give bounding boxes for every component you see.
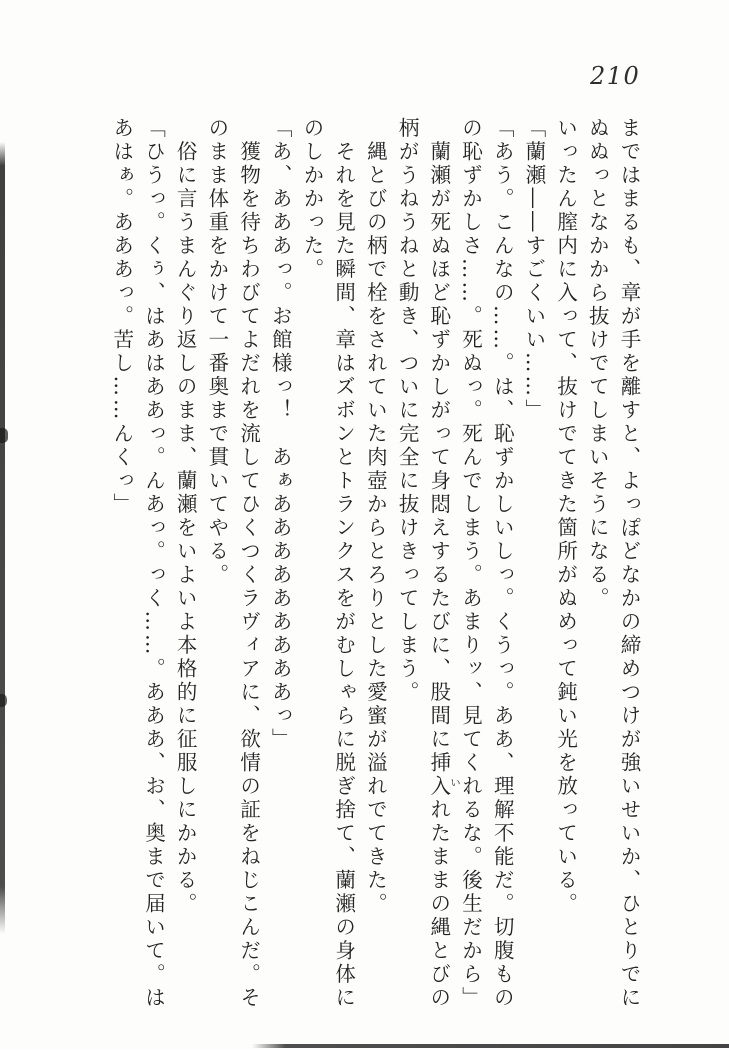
text-column: のしかかった。	[299, 117, 324, 282]
text-column: 「あう。こんなの……。は、恥ずかしいしっ。くうっ。ああ、理解不能だ。切腹もの	[490, 117, 515, 1010]
text-column: 「あ、あああっ。お館様っ！ あぁあああああああああっ」	[268, 117, 293, 752]
text-column: 柄がうねうねと動き、ついに完全に抜けきってしまう。	[395, 117, 420, 705]
text-column: 蘭瀬が死ぬほど恥ずかしがって身悶えするたびに、股間に挿入れたままの縄とびの	[426, 117, 451, 1010]
text-column: 「蘭瀬――すごくいい……」	[521, 117, 546, 423]
text-column: それを見た瞬間、章はズボンとトランクスをがむしゃらに脱ぎ捨て、蘭瀬の身体に	[331, 117, 356, 1010]
text-column: ぬぬっとなかから抜けでてしまいそうになる。	[585, 117, 610, 611]
text-column: 獲物を待ちわびてよだれを流してひくつくラヴィアに、欲情の証をねじこんだ。そ	[236, 117, 261, 1010]
scan-edge-left-artifact	[0, 142, 5, 934]
vertical-text-block	[105, 117, 644, 1055]
scan-edge-bump	[0, 694, 7, 707]
text-column: のまま体重をかけて一番奥まで貫いてやる。	[204, 117, 229, 587]
text-column: の恥ずかしさ……。死ぬっ。死んでしまう。あまりッ、見てくれるな。後生だから」	[458, 117, 483, 1010]
page-number: 210	[590, 62, 641, 90]
text-column: 俗に言うまんぐり返しのまま、蘭瀬をいよいよ本格的に征服しにかかる。	[173, 117, 198, 916]
text-column: あはぁ。あああっ。苦し……んくっ」	[109, 117, 134, 517]
text-column: まではまるも、章が手を離すと、よっぽどなかの締めつけが強いせいか、ひとりでに	[617, 117, 641, 1010]
scan-edge-bottom-artifact	[252, 1044, 729, 1048]
scan-edge-bump	[0, 428, 8, 443]
text-column: いったん膣内に入って、抜けでてきた箇所がぬめって鈍い光を放っている。	[553, 117, 578, 916]
text-column: 縄とびの柄で栓をされていた肉壺からとろりとした愛蜜が溢れでてきた。	[363, 117, 388, 916]
furigana-label: い	[449, 777, 461, 788]
text-column: 「ひうっ。くぅ、はあはああっ。んあっ。っく……。あああ、お、奥まで届いて。は	[141, 117, 166, 1010]
